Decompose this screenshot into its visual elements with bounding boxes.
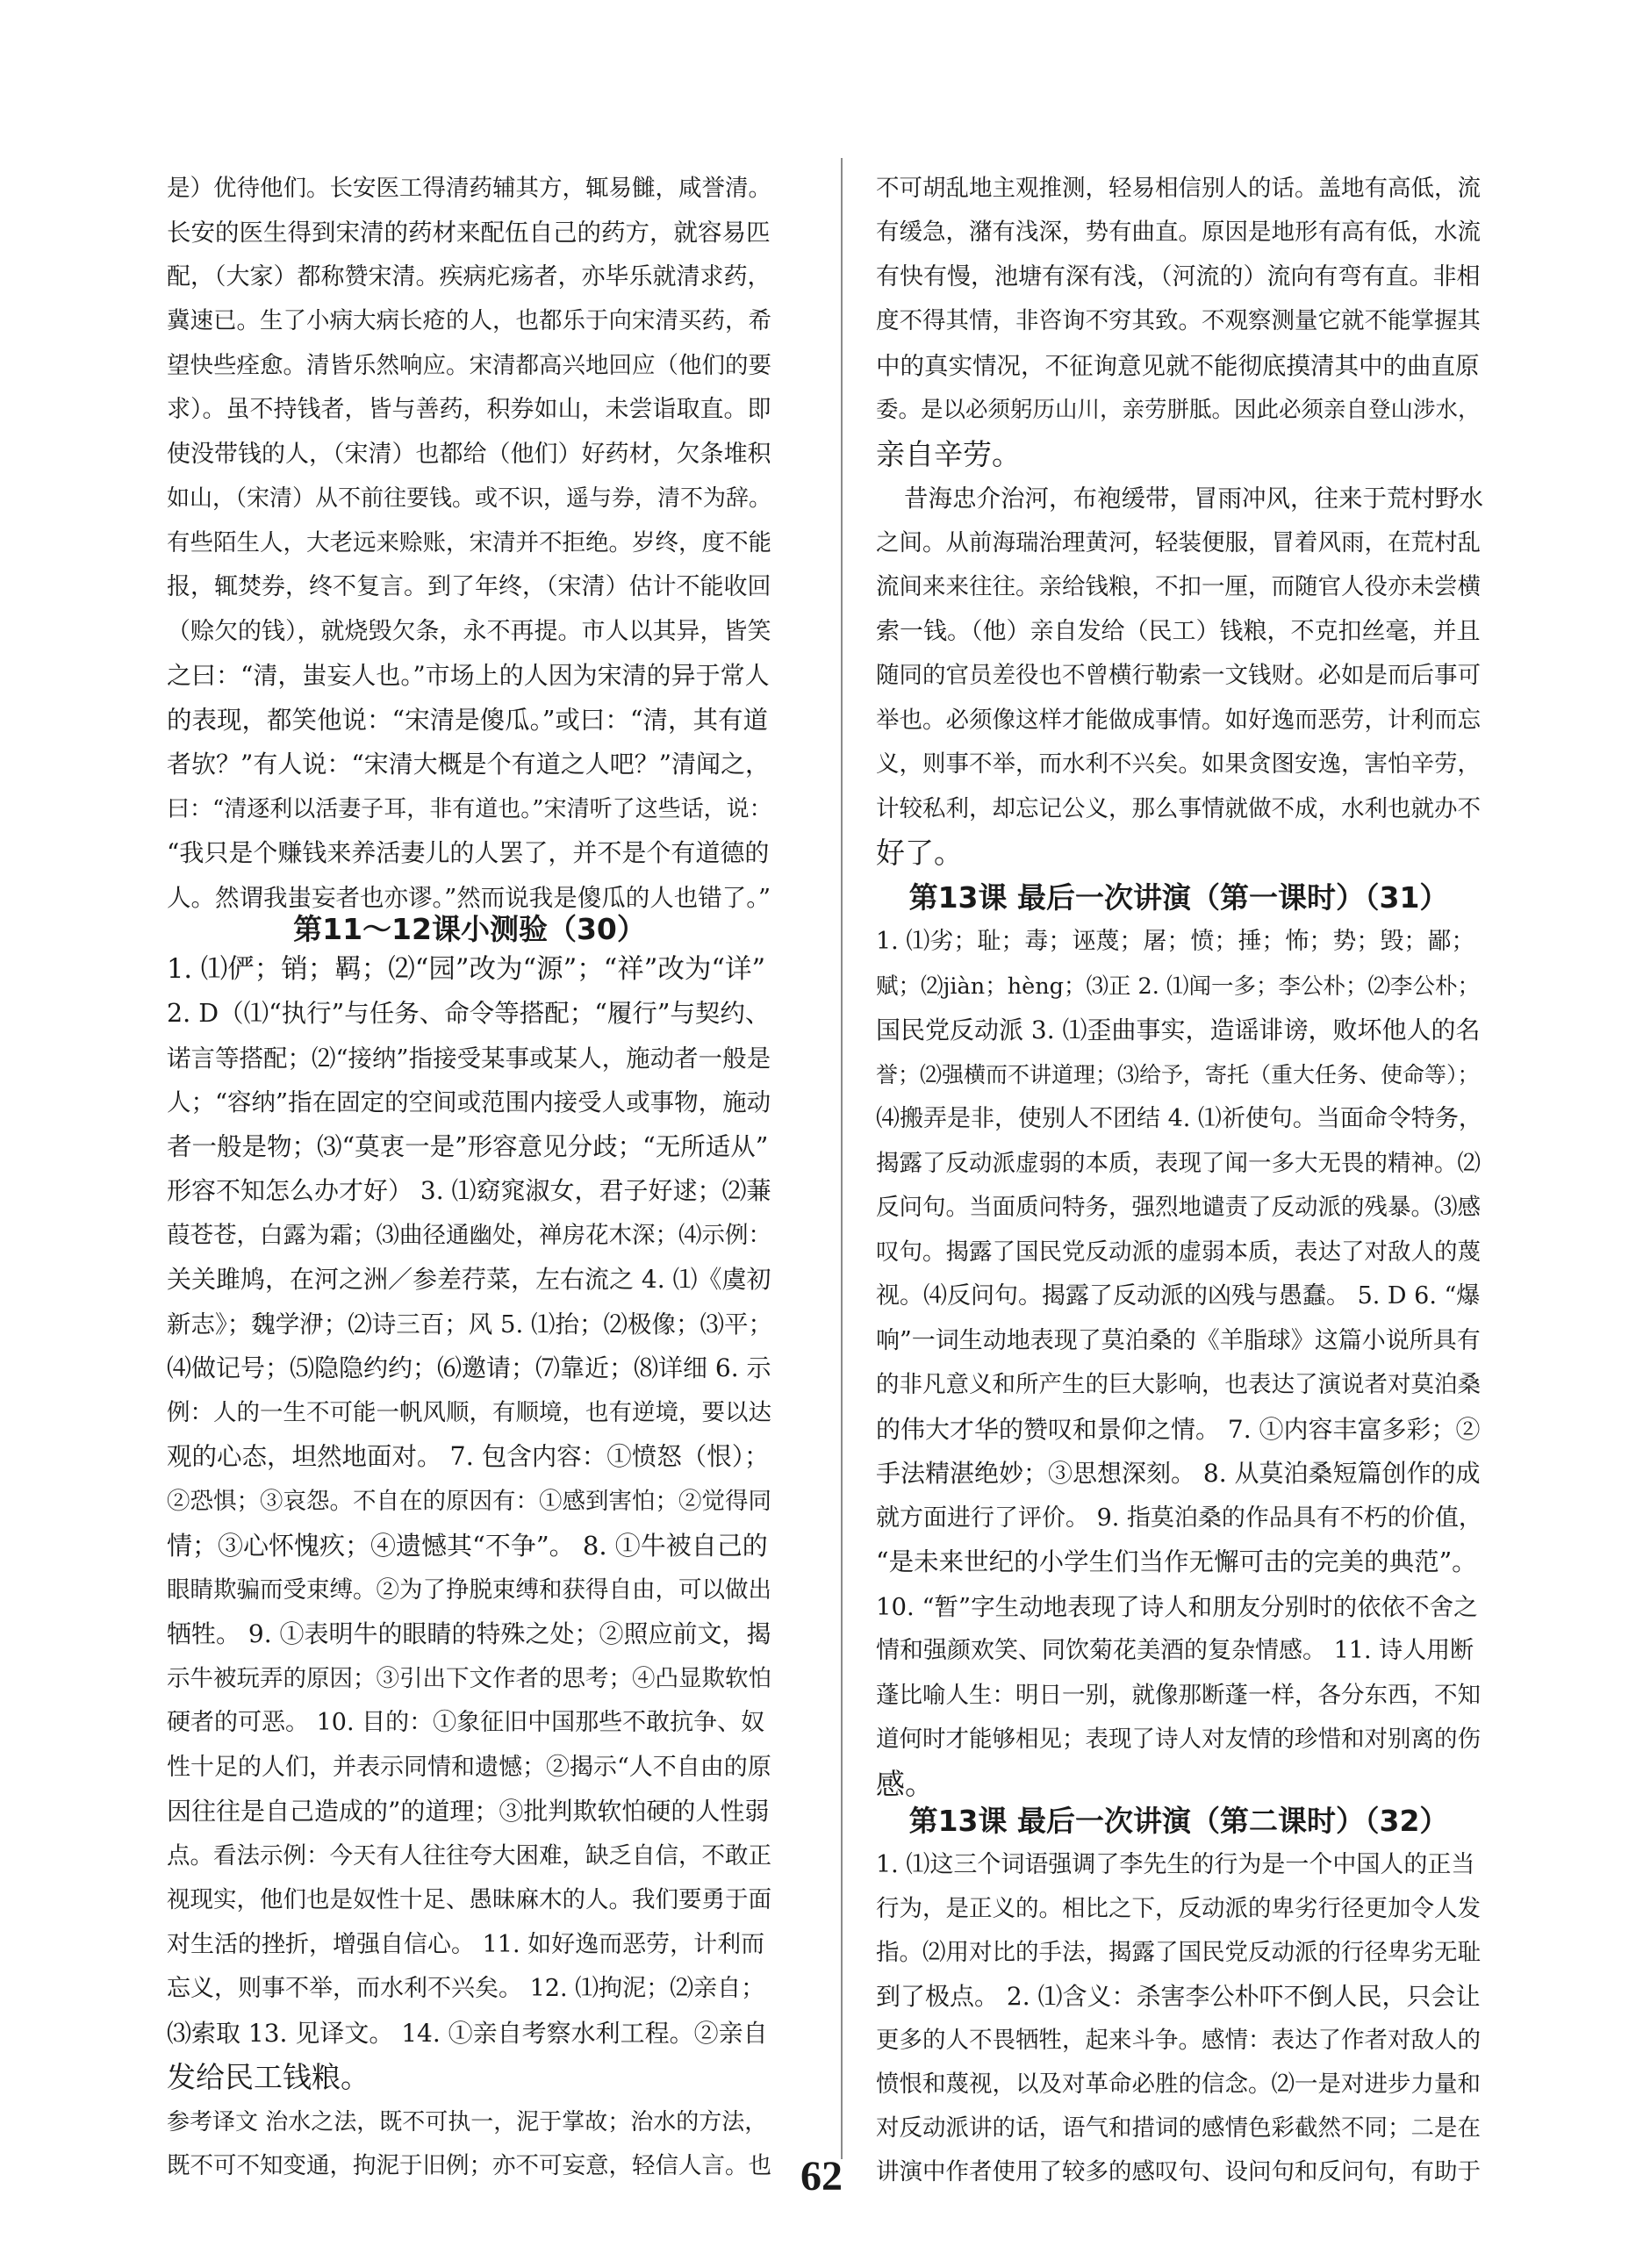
text-line: 愤恨和蔑视，以及对革命必胜的信念。⑵一是对进步力量和 xyxy=(876,2071,1481,2098)
text-line: 示牛被玩弄的原因；③引出下文作者的思考；④凸显欺软怕 xyxy=(167,1665,771,1692)
text-line: 求）。虽不持钱者，皆与善药，积券如山，未尝诣取直。即 xyxy=(167,396,771,423)
text-line: 1. ⑴俨；销；羁；⑵“园”改为“源”；“祥”改为“详” xyxy=(167,954,766,985)
text-line: 道何时才能够相见；表现了诗人对友情的珍惜和对别离的伤 xyxy=(876,1726,1481,1753)
text-line: 随同的官员差役也不曾横行勒索一文钱财。必如是而后事可 xyxy=(876,662,1481,689)
text-line: 例：人的一生不可能一帆风顺，有顺境，也有逆境，要以达 xyxy=(167,1399,771,1426)
text-line: 度不得其情，非咨询不穷其致。不观察测量它就不能掌握其 xyxy=(876,307,1481,334)
text-line: 视现实，他们也是奴性十足、愚昧麻木的人。我们要勇于面 xyxy=(167,1886,771,1913)
text-line: 形容不知怎么办才好） 3. ⑴窈窕淑女，君子好逑；⑵蒹 xyxy=(167,1176,771,1205)
text-line: 不可胡乱地主观推测，轻易相信别人的话。盖地有高低，流 xyxy=(876,175,1481,202)
text-line: 性十足的人们，并表示同情和遗憾；②揭示“人不自由的原 xyxy=(167,1754,771,1781)
text-line: 忘义，则事不举，而水利不兴矣。 12. ⑴拘泥；⑵亲自； xyxy=(167,1975,765,2002)
text-line: 亲自辛劳。 xyxy=(876,437,1021,471)
text-line: 指。⑵用对比的手法，揭露了国民党反动派的行径卑劣无耻 xyxy=(876,1939,1481,1966)
text-line: 誉；⑵强横而不讲道理；⑶给予，寄托（重大任务、使命等）； xyxy=(876,1062,1480,1087)
text-line: 如山，（宋清）从不前往要钱。或不识，遥与券，清不为辞。 xyxy=(167,485,772,512)
text-line: 使没带钱的人，（宋清）也都给（他们）好药材，欠条堆积 xyxy=(167,441,771,468)
text-line: 配，（大家）都称赞宋清。疾病疕疡者，亦毕乐就清求药， xyxy=(167,263,771,291)
text-line: 有些陌生人，大老远来赊账，宋清并不拒绝。岁终，度不能 xyxy=(167,529,771,556)
text-line: 10. “暂”字生动地表现了诗人和朋友分别时的依依不舍之 xyxy=(876,1593,1478,1621)
section-heading: 第13课 最后一次讲演（第一课时）（31） xyxy=(908,880,1449,915)
page-number: 62 xyxy=(800,2153,843,2200)
text-line: 1. ⑴劣；耻；毒；诬蔑；屠；愤；捶；怖；势；毁；鄙； xyxy=(876,928,1475,955)
text-line: 曰：“清逐利以活妻子耳，非有道也。”宋清听了这些话，说： xyxy=(167,796,772,822)
text-line: 叹句。揭露了国民党反动派的虚弱本质，表达了对敌人的蔑 xyxy=(876,1238,1481,1266)
text-line: 好了。 xyxy=(876,836,963,870)
text-line: “我只是个赚钱来养活妻儿的人罢了，并不是个有道德的 xyxy=(167,838,770,867)
text-line: 赋；⑵jiàn；hèng；⑶正 2. ⑴闻一多；李公朴；⑵李公朴； xyxy=(876,973,1480,1000)
text-line: 揭露了反动派虚弱的本质，表现了闻一多大无畏的精神。⑵ xyxy=(876,1150,1481,1177)
text-line: 望快些痊愈。清皆乐然响应。宋清都高兴地回应（他们的要 xyxy=(167,352,771,379)
text-line: 中的真实情况，不征询意见就不能彻底摸清其中的曲直原 xyxy=(876,352,1480,380)
text-line: 计较私利，却忘记公义，那么事情就做不成，水利也就办不 xyxy=(876,795,1481,822)
section-heading: 第11～12课小测验（30） xyxy=(293,912,646,946)
text-line: 冀速已。生了小病大病长疮的人，也都乐于向宋清买药，希 xyxy=(167,307,771,334)
text-line: 眼睛欺骗而受束缚。②为了挣脱束缚和获得自由，可以做出 xyxy=(167,1576,771,1604)
text-line: 的伟大才华的赞叹和景仰之情。 7. ①内容丰富多彩；② xyxy=(876,1415,1481,1444)
text-line: 情和强颜欢笑、同饮菊花美酒的复杂情感。 11. 诗人用断 xyxy=(876,1637,1474,1664)
text-line: 人；“容纳”指在固定的空间或范围内接受人或事物，施动 xyxy=(167,1088,771,1116)
text-line: 反问句。当面质问特务，强烈地谴责了反动派的残暴。⑶感 xyxy=(876,1194,1481,1221)
text-line: 讲演中作者使用了较多的感叹句、设问句和反问句，有助于 xyxy=(876,2158,1481,2185)
text-line: 发给民工钱粮。 xyxy=(167,2060,369,2094)
text-line: 就方面进行了评价。 9. 指莫泊桑的作品具有不朽的价值， xyxy=(876,1504,1482,1532)
text-line: 更多的人不畏牺牲，起来斗争。感情：表达了作者对敌人的 xyxy=(876,2027,1481,2054)
section-heading: 第13课 最后一次讲演（第二课时）（32） xyxy=(908,1804,1449,1838)
text-line: 报，辄焚券，终不复言。到了年终，（宋清）估计不能收回 xyxy=(167,573,771,600)
text-line: 的非凡意义和所产生的巨大影响，也表达了演说者对莫泊桑 xyxy=(876,1371,1481,1398)
text-line: 视。⑷反问句。揭露了反动派的凶残与愚蠢。 5. D 6. “爆 xyxy=(876,1282,1481,1310)
text-line: 响”一词生动地表现了莫泊桑的《羊脂球》这篇小说所具有 xyxy=(876,1327,1481,1354)
text-line: 者欤？”有人说：“宋清大概是个有道之人吧？”清闻之， xyxy=(167,750,770,779)
text-line: 新志》；魏学洢；⑵诗三百；风 5. ⑴抬；⑵极像；⑶平； xyxy=(167,1310,772,1339)
text-line: 因往往是自己造成的”的道理；③批判欺软怕硬的人性弱 xyxy=(167,1797,770,1826)
text-line: 之间。从前海瑞治理黄河，轻装便服，冒着风雨，在荒村乱 xyxy=(876,529,1481,556)
text-line: “是未来世纪的小学生们当作无懈可击的完美的典范”。 xyxy=(876,1547,1477,1576)
text-line: 人。然谓我蚩妄者也亦谬。”然而说我是傻瓜的人也错了。” xyxy=(167,884,771,912)
text-line: 观的心态，坦然地面对。 7. 包含内容：①愤怒（恨）； xyxy=(167,1442,770,1471)
text-line: 感。 xyxy=(876,1767,934,1801)
text-line: 点。看法示例：今天有人往往夸大困难，缺乏自信，不敢正 xyxy=(167,1842,771,1870)
text-line: 葭苍苍，白露为霜；⑶曲径通幽处，禅房花木深；⑷示例： xyxy=(167,1222,771,1249)
text-line: 对生活的挫折，增强自信心。 11. 如好逸而恶劳，计利而 xyxy=(167,1931,765,1958)
text-line: 的表现，都笑他说：“宋清是傻瓜。”或曰：“清，其有道 xyxy=(167,706,768,735)
text-line: 诺言等搭配；⑵“接纳”指接受某事或某人，施动者一般是 xyxy=(167,1044,771,1073)
text-line: 2. D（⑴“执行”与任务、命令等搭配；“履行”与契约、 xyxy=(167,999,771,1028)
text-line: 对反动派讲的话，语气和措词的感情色彩截然不同；二是在 xyxy=(876,2114,1481,2142)
text-line: 硬者的可恶。 10. 目的：①象征旧中国那些不敢抗争、奴 xyxy=(167,1709,765,1736)
text-line: 国民党反动派 3. ⑴歪曲事实，造谣诽谤，败坏他人的名 xyxy=(876,1016,1481,1044)
text-line: 索一钱。（他）亲自发给（民工）钱粮，不克扣丝毫，并且 xyxy=(876,618,1481,645)
text-line: 牺牲。 9. ①表明牛的眼睛的特殊之处；②照应前文，揭 xyxy=(167,1619,771,1648)
text-line: 参考译文 治水之法，既不可执一，泥于掌故；治水的方法， xyxy=(167,2109,768,2135)
text-line: 关关雎鸠，在河之洲／参差荇菜，左右流之 4. ⑴《虞初 xyxy=(167,1265,771,1294)
text-line: 义，则事不举，而水利不兴矣。如果贪图安逸，害怕辛劳， xyxy=(876,750,1481,778)
text-line: 流间来来往往。亲给钱粮，不扣一厘，而随官人役亦未尝横 xyxy=(876,573,1481,600)
text-line: ②恐惧；③哀怨。不自在的原因有：①感到害怕；②觉得同 xyxy=(167,1488,771,1515)
text-line: 既不可不知变通，拘泥于旧例；亦不可妄意，轻信人言。也 xyxy=(167,2152,771,2179)
text-line: 举也。必须像这样才能做成事情。如好逸而恶劳，计利而忘 xyxy=(876,707,1481,734)
text-line: 1. ⑴这三个词语强调了李先生的行为是一个中国人的正当 xyxy=(876,1851,1475,1878)
text-line: 手法精湛绝妙；③思想深刻。 8. 从莫泊桑短篇创作的成 xyxy=(876,1459,1481,1488)
paragraph-start: 昔海忠介治河，布袍缓带，冒雨冲风，往来于荒村野水 xyxy=(904,484,1483,513)
text-line: 蓬比喻人生：明日一别，就像那断蓬一样，各分东西，不知 xyxy=(876,1682,1481,1709)
text-line: 者一般是物；⑶“莫衷一是”形容意见分歧；“无所适从” xyxy=(167,1132,769,1161)
text-line: 情；③心怀愧疚；④遗憾其“不争”。 8. ①牛被自己的 xyxy=(167,1531,768,1561)
text-line: 是）优待他们。长安医工得清药辅其方，辄易雠，咸誉清。 xyxy=(167,175,771,202)
text-line: 行为，是正义的。相比之下，反动派的卑劣行径更加令人发 xyxy=(876,1895,1481,1922)
text-line: 长安的医生得到宋清的药材来配伍自己的药方，就容易匹 xyxy=(167,219,771,247)
text-line: 之曰：“清，蚩妄人也。”市场上的人因为宋清的异于常人 xyxy=(167,661,770,690)
text-line: ⑷做记号；⑸隐隐约约；⑹邀请；⑺靠近；⑻详细 6. 示 xyxy=(167,1353,771,1382)
column-divider xyxy=(841,158,843,2159)
text-line: 到了极点。 2. ⑴含义：杀害李公朴吓不倒人民，只会让 xyxy=(876,1982,1481,2011)
text-line: （赊欠的钱），就烧毁欠条，永不再提。市人以其异，皆笑 xyxy=(167,618,771,645)
text-line: 有快有慢，池塘有深有浅，（河流的）流向有弯有直。非相 xyxy=(876,263,1481,291)
text-line: 有缓急，潴有浅深，势有曲直。原因是地形有高有低，水流 xyxy=(876,219,1481,246)
text-line: ⑶索取 13. 见译文。 14. ①亲自考察水利工程。②亲自 xyxy=(167,2019,768,2048)
text-line: 委。是以必须躬历山川，亲劳胼胝。因此必须亲自登山涉水， xyxy=(876,397,1481,423)
text-line: ⑷搬弄是非，使别人不团结 4. ⑴祈使句。当面命令特务， xyxy=(876,1105,1482,1132)
